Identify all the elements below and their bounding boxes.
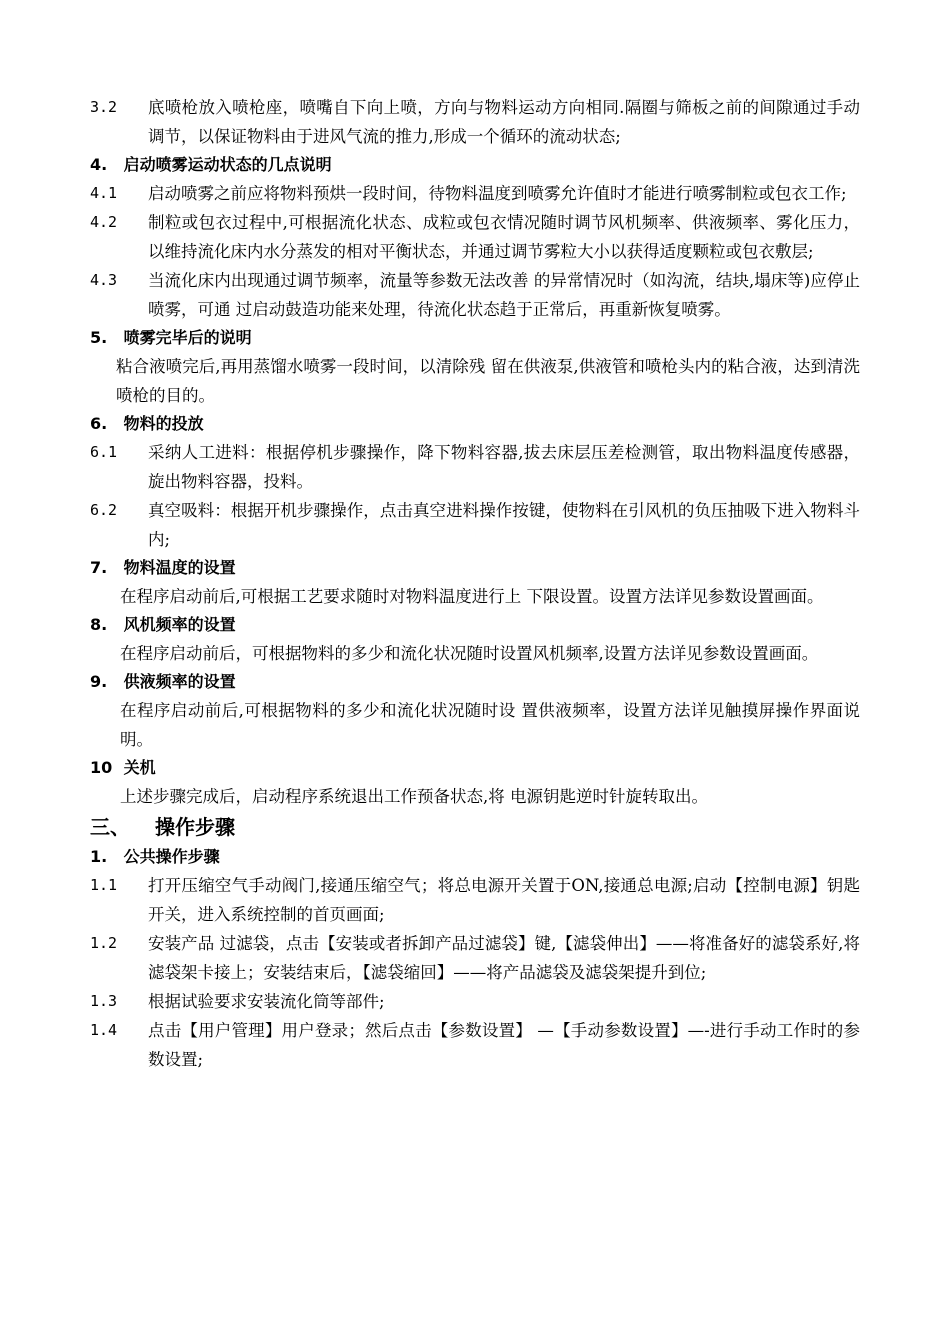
heading-title: 喷雾完毕后的说明 bbox=[123, 328, 252, 347]
heading-8 bbox=[90, 611, 860, 639]
heading-number: 5. bbox=[90, 328, 108, 347]
heading-number: 7. bbox=[90, 558, 108, 577]
heading-6 bbox=[90, 410, 860, 438]
section-number: 4.2 bbox=[90, 213, 118, 231]
section-number: 1.2 bbox=[90, 934, 118, 952]
section-text: 打开压缩空气手动阀门,接通压缩空气；将总电源开关置于ON,接通总电源;启动【控制电源】钥匙开关，进入系统控制的首页画面; bbox=[148, 876, 860, 924]
section-4-1 bbox=[90, 179, 860, 208]
section-1-3 bbox=[90, 987, 860, 1016]
section-text: 启动喷雾之前应将物料预烘一段时间，待物料温度到喷雾允许值时才能进行喷雾制粒或包衣工作; bbox=[148, 184, 847, 203]
paragraph-7: 在程序启动前后,可根据工艺要求随时对物料温度进行上 下限设置。设置方法详见参数设置画面。 bbox=[120, 587, 824, 606]
section-text: 真空吸料：根据开机步骤操作，点击真空进料操作按键，使物料在引风机的负压抽吸下进入物料斗内; bbox=[148, 501, 860, 549]
section-4-2 bbox=[90, 208, 860, 266]
section-text: 当流化床内出现通过调节频率，流量等参数无法改善 的异常情况时（如沟流，结块,塌床等)应停止喷雾，可通 过启动鼓造功能来处理，待流化状态趋于正常后，再重新恢复喷雾。 bbox=[148, 271, 860, 319]
heading-number: 6. bbox=[90, 414, 108, 433]
section-text: 底喷枪放入喷枪座，喷嘴自下向上喷，方向与物料运动方向相同.隔圈与筛板之前的间隙通过手动调节，以保证物料由于进风气流的推力,形成一个循环的流动状态; bbox=[148, 98, 860, 146]
paragraph-9: 在程序启动前后,可根据物料的多少和流化状况随时设 置供液频率，设置方法详见触摸屏操作界面说明。 bbox=[120, 701, 860, 749]
heading-4 bbox=[90, 151, 860, 179]
heading-10 bbox=[90, 754, 860, 782]
section-number: 1.1 bbox=[90, 876, 118, 894]
chapter-heading-three bbox=[90, 811, 860, 843]
heading-1 bbox=[90, 843, 860, 871]
document-body bbox=[90, 93, 860, 1074]
paragraph-10: 上述步骤完成后，启动程序系统退出工作预备状态,将 电源钥匙逆时针旋转取出。 bbox=[120, 787, 708, 806]
section-number: 6.2 bbox=[90, 501, 118, 519]
section-1-2 bbox=[90, 929, 860, 987]
section-number: 4.1 bbox=[90, 184, 118, 202]
section-3-2 bbox=[90, 93, 860, 151]
paragraph-8: 在程序启动前后，可根据物料的多少和流化状况随时设置风机频率,设置方法详见参数设置画面。 bbox=[120, 644, 819, 663]
section-number: 4.3 bbox=[90, 271, 118, 289]
heading-number: 9. bbox=[90, 672, 108, 691]
heading-title: 物料温度的设置 bbox=[123, 558, 236, 577]
section-1-4 bbox=[90, 1016, 860, 1074]
heading-number: 1. bbox=[90, 847, 108, 866]
heading-title: 物料的投放 bbox=[123, 414, 204, 433]
heading-title: 启动喷雾运动状态的几点说明 bbox=[123, 155, 332, 174]
section-6-1 bbox=[90, 438, 860, 496]
heading-5 bbox=[90, 324, 860, 352]
chapter-number: 三、 bbox=[90, 815, 130, 839]
section-text: 点击【用户管理】用户登录；然后点击【参数设置】 —【手动参数设置】—-进行手动工作时的参数设置; bbox=[148, 1021, 860, 1069]
heading-number: 8. bbox=[90, 615, 108, 634]
heading-title: 风机频率的设置 bbox=[123, 615, 236, 634]
heading-7 bbox=[90, 554, 860, 582]
section-number: 3.2 bbox=[90, 98, 118, 116]
heading-title: 供液频率的设置 bbox=[123, 672, 236, 691]
heading-9 bbox=[90, 668, 860, 696]
section-4-3 bbox=[90, 266, 860, 324]
heading-number: 10 bbox=[90, 758, 113, 777]
section-6-2 bbox=[90, 496, 860, 554]
section-text: 安装产品 过滤袋，点击【安装或者拆卸产品过滤袋】键,【滤袋伸出】——将准备好的滤袋系好,将滤袋架卡接上；安装结束后，【滤袋缩回】——将产品滤袋及滤袋架提升到位; bbox=[148, 934, 860, 982]
paragraph-5: 粘合液喷完后,再用蒸馏水喷雾一段时间，以清除残 留在供液泵,供液管和喷枪头内的粘合液，达到清洗喷枪的目的。 bbox=[116, 357, 860, 405]
section-number: 6.1 bbox=[90, 443, 118, 461]
heading-number: 4. bbox=[90, 155, 108, 174]
section-number: 1.4 bbox=[90, 1021, 118, 1039]
chapter-title: 操作步骤 bbox=[154, 815, 235, 839]
heading-title: 公共操作步骤 bbox=[123, 847, 220, 866]
section-number: 1.3 bbox=[90, 992, 118, 1010]
section-text: 采纳人工进料：根据停机步骤操作，降下物料容器,拔去床层压差检测管，取出物料温度传感器，旋出物料容器，投料。 bbox=[148, 443, 860, 491]
section-text: 根据试验要求安装流化筒等部件; bbox=[148, 992, 385, 1011]
section-text: 制粒或包衣过程中,可根据流化状态、成粒或包衣情况随时调节风机频率、供液频率、雾化压力，以维持流化床内水分蒸发的相对平衡状态，并通过调节雾粒大小以获得适度颗粒或包衣敷层; bbox=[148, 213, 860, 261]
section-1-1 bbox=[90, 871, 860, 929]
heading-title: 关机 bbox=[123, 758, 156, 777]
